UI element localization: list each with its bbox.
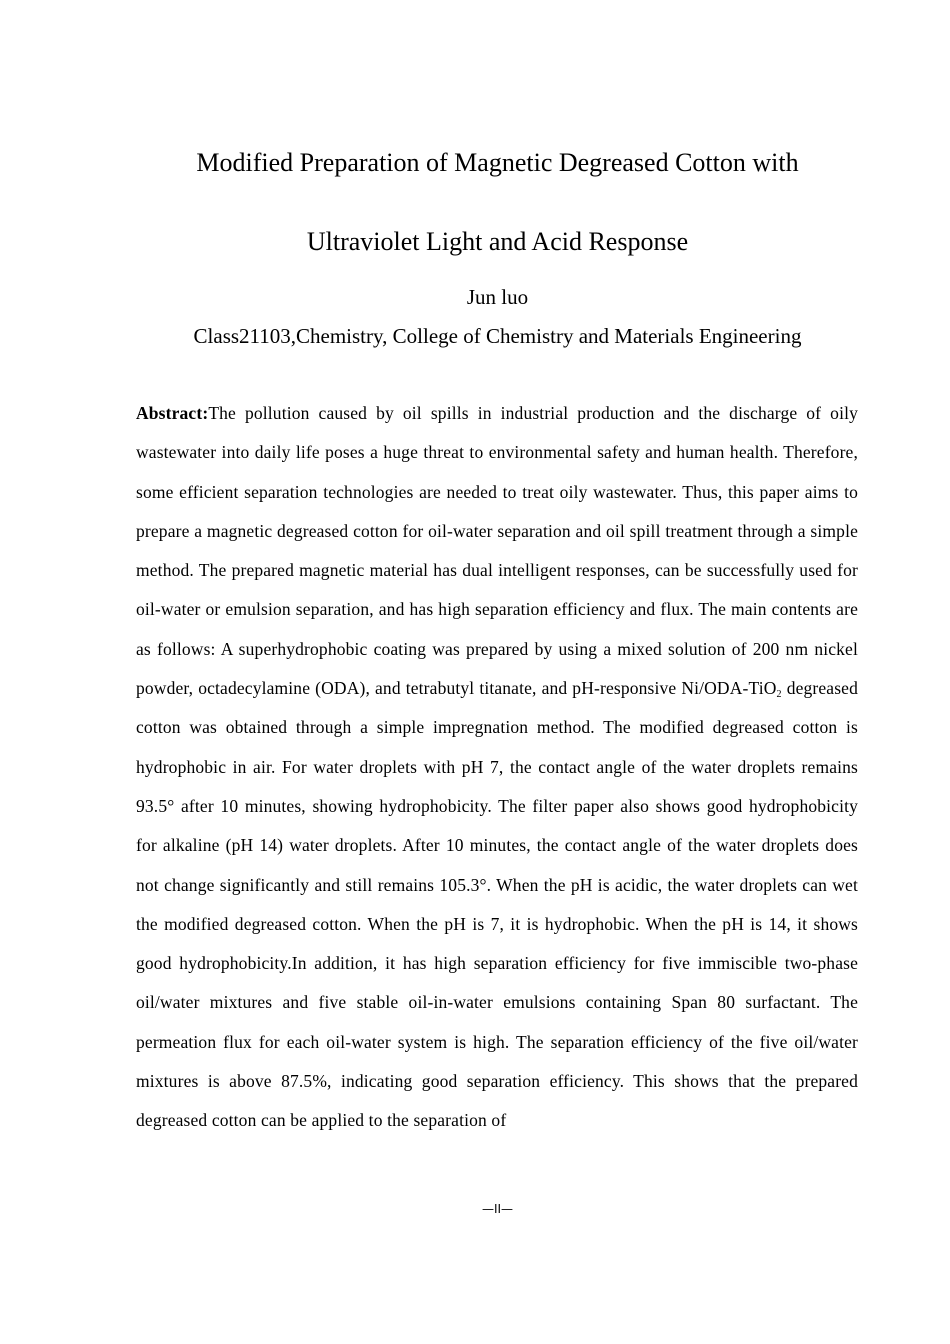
abstract-text-part-1: The pollution caused by oil spills in industrial production and the discharge of oily wastewater into daily life poses a huge threat to environmental safety and human health. Therefore, some efficient separation technologies are needed to treat oily wastewater. Thus, this paper aims to prepare a magnetic degreased cotton for oil-water separation and oil spill treatment through a simple method. The prepared magnetic material has dual intelligent responses, can be successfully used for oil-water or emulsion separation, and has high separation efficiency and flux. The main contents are as follows: A superhydrophobic coating was prepared by using a mixed solution of 200 nm nickel powder, octadecylamine (ODA), and tetrabutyl titanate, and pH-responsive Ni/ODA-TiO bbox=[136, 403, 858, 699]
abstract-subscript: 2 bbox=[776, 689, 782, 701]
abstract-paragraph bbox=[136, 394, 858, 1141]
page-number: —II— bbox=[481, 1202, 514, 1216]
author-name: Jun luo bbox=[466, 285, 529, 309]
abstract-label: Abstract: bbox=[136, 403, 209, 423]
paper-title-line-1: Modified Preparation of Magnetic Degreased Cotton with bbox=[196, 148, 799, 177]
abstract-text-part-2: degreased cotton was obtained through a simple impregnation method. The modified degreased cotton is hydrophobic in air. For water droplets with pH 7, the contact angle of the water droplets remains 93.5° after 10 minutes, showing hydrophobicity. The filter paper also shows good hydrophobicity for alkaline (pH 14) water droplets. After 10 minutes, the contact angle of the water droplets does not change significantly and still remains 105.3°. When the pH is acidic, the water droplets can wet the modified degreased cotton. When the pH is 7, it is hydrophobic. When the pH is 14, it shows good hydrophobicity.In addition, it has high separation efficiency for five immiscible two-phase oil/water mixtures and five stable oil-in-water emulsions containing Span 80 surfactant. The permeation flux for each oil-water system is high. The separation efficiency of the five oil/water mixtures is above 87.5%, indicating good separation efficiency. This shows that the prepared degreased cotton can be applied to the separation of bbox=[136, 678, 858, 1131]
author-affiliation: Class21103,Chemistry, College of Chemistry and Materials Engineering bbox=[193, 324, 802, 348]
paper-title-line-2: Ultraviolet Light and Acid Response bbox=[306, 227, 689, 256]
